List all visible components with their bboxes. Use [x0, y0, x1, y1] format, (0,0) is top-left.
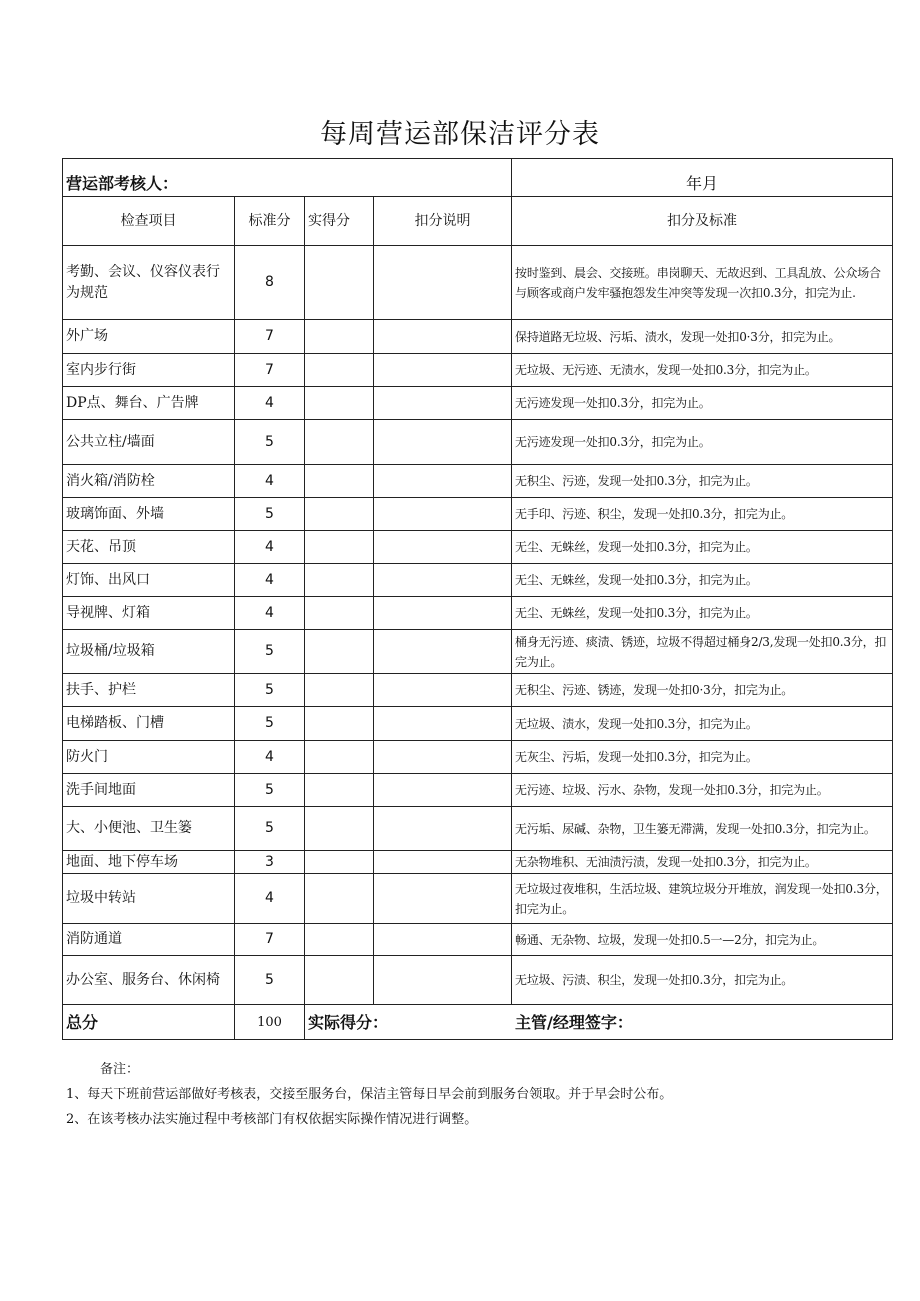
table-row [63, 498, 893, 531]
actual-score-cell[interactable] [305, 498, 374, 531]
item-cell: 公共立柱/墙面 [63, 420, 235, 465]
item-cell: 玻璃饰面、外墙 [63, 498, 235, 531]
actual-score-cell[interactable] [305, 354, 374, 387]
column-header-standard: 标准分 [235, 197, 305, 246]
deduction-note-cell[interactable] [374, 874, 512, 924]
actual-score-cell[interactable] [305, 465, 374, 498]
standard-score-cell: 5 [235, 707, 305, 741]
column-header-deduction-note: 扣分说明 [374, 197, 512, 246]
criteria-cell: 无污迹发现一处扣0.3分，扣完为止。 [512, 387, 893, 420]
standard-score-cell: 5 [235, 807, 305, 851]
table-row [63, 741, 893, 774]
table-row [63, 387, 893, 420]
deduction-note-cell[interactable] [374, 741, 512, 774]
deduction-note-cell[interactable] [374, 465, 512, 498]
item-cell: 天花、吊顶 [63, 531, 235, 564]
criteria-cell: 桶身无污迹、痰渍、锈迹，垃圾不得超过桶身2/3,发现一处扣0.3分，扣完为止。 [512, 630, 893, 674]
actual-score-cell[interactable] [305, 320, 374, 354]
column-header-criteria: 扣分及标准 [512, 197, 893, 246]
table-row [63, 851, 893, 874]
header-row [63, 159, 893, 197]
table-row [63, 807, 893, 851]
sign-label: 主管/经理签字： [512, 1005, 893, 1040]
column-header-row [63, 197, 893, 246]
deduction-note-cell[interactable] [374, 564, 512, 597]
criteria-cell: 保持道路无垃圾、污垢、渍水，发现一处扣0·3分，扣完为止。 [512, 320, 893, 354]
criteria-cell: 无灰尘、污垢，发现一处扣0.3分，扣完为止。 [512, 741, 893, 774]
item-cell: 室内步行街 [63, 354, 235, 387]
deduction-note-cell[interactable] [374, 674, 512, 707]
table-row [63, 354, 893, 387]
actual-score-cell[interactable] [305, 674, 374, 707]
standard-score-cell: 5 [235, 674, 305, 707]
column-header-actual: 实得分 [305, 197, 374, 246]
criteria-cell: 无尘、无蛛丝，发现一处扣0.3分，扣完为止。 [512, 564, 893, 597]
standard-score-cell: 5 [235, 956, 305, 1005]
deduction-note-cell[interactable] [374, 807, 512, 851]
deduction-note-cell[interactable] [374, 630, 512, 674]
actual-score-cell[interactable] [305, 387, 374, 420]
notes-heading: 备注： [100, 1062, 140, 1077]
standard-score-cell: 3 [235, 851, 305, 874]
item-cell: 地面、地下停车场 [63, 851, 235, 874]
table-row [63, 924, 893, 956]
actual-score-cell[interactable] [305, 630, 374, 674]
deduction-note-cell[interactable] [374, 246, 512, 320]
standard-score-cell: 4 [235, 531, 305, 564]
criteria-cell: 无污迹、垃圾、污水、杂物，发现一处扣0.3分，扣完为止。 [512, 774, 893, 807]
table-row [63, 465, 893, 498]
criteria-cell: 无杂物堆积、无油渍污渍，发现一处扣0.3分，扣完为止。 [512, 851, 893, 874]
deduction-note-cell[interactable] [374, 387, 512, 420]
table-row [63, 564, 893, 597]
note-line-1: 1、每天下班前营运部做好考核表，交接至服务台，保洁主管每日早会前到服务台领取。并于早会时公布。 [66, 1087, 673, 1102]
standard-score-cell: 4 [235, 741, 305, 774]
table-row [63, 630, 893, 674]
criteria-cell: 畅通、无杂物、垃圾，发现一处扣0.5一—2分，扣完为止。 [512, 924, 893, 956]
criteria-cell: 无污垢、尿碱、杂物，卫生篓无滞满，发现一处扣0.3分，扣完为止。 [512, 807, 893, 851]
actual-score-cell[interactable] [305, 597, 374, 630]
footer-row [63, 1005, 893, 1040]
total-value: 100 [235, 1005, 305, 1040]
deduction-note-cell[interactable] [374, 707, 512, 741]
item-cell: 防火门 [63, 741, 235, 774]
table-row [63, 246, 893, 320]
deduction-note-cell[interactable] [374, 774, 512, 807]
actual-score-label: 实际得分： [305, 1005, 512, 1040]
actual-score-cell[interactable] [305, 707, 374, 741]
standard-score-cell: 7 [235, 924, 305, 956]
item-cell: 外广场 [63, 320, 235, 354]
standard-score-cell: 8 [235, 246, 305, 320]
deduction-note-cell[interactable] [374, 354, 512, 387]
item-cell: 灯饰、出风口 [63, 564, 235, 597]
notes [66, 1057, 896, 1132]
criteria-cell: 无积尘、污迹、锈迹，发现一处扣0·3分，扣完为止。 [512, 674, 893, 707]
criteria-cell: 无污迹发现一处扣0.3分，扣完为止。 [512, 420, 893, 465]
item-cell: DP点、舞台、广告牌 [63, 387, 235, 420]
actual-score-cell[interactable] [305, 851, 374, 874]
actual-score-cell[interactable] [305, 741, 374, 774]
table-row [63, 774, 893, 807]
standard-score-cell: 4 [235, 465, 305, 498]
examiner-label: 营运部考核人： [63, 159, 512, 197]
item-cell: 扶手、护栏 [63, 674, 235, 707]
actual-score-cell[interactable] [305, 246, 374, 320]
standard-score-cell: 4 [235, 387, 305, 420]
table-row [63, 956, 893, 1005]
standard-score-cell: 7 [235, 354, 305, 387]
column-header-item: 检查项目 [63, 197, 235, 246]
actual-score-cell[interactable] [305, 874, 374, 924]
deduction-note-cell[interactable] [374, 420, 512, 465]
item-cell: 考勤、会议、仪容仪表行为规范 [63, 246, 235, 320]
table-row [63, 531, 893, 564]
standard-score-cell: 5 [235, 630, 305, 674]
standard-score-cell: 7 [235, 320, 305, 354]
item-cell: 消防通道 [63, 924, 235, 956]
standard-score-cell: 4 [235, 597, 305, 630]
deduction-note-cell[interactable] [374, 956, 512, 1005]
deduction-note-cell[interactable] [374, 851, 512, 874]
criteria-cell: 无垃圾、污渍、积尘，发现一处扣0.3分，扣完为止。 [512, 956, 893, 1005]
deduction-note-cell[interactable] [374, 597, 512, 630]
item-cell: 导视牌、灯箱 [63, 597, 235, 630]
note-line-2: 2、在该考核办法实施过程中考核部门有权依据实际操作情况进行调整。 [66, 1112, 478, 1127]
item-cell: 垃圾中转站 [63, 874, 235, 924]
standard-score-cell: 5 [235, 420, 305, 465]
table-row [63, 320, 893, 354]
table-row [63, 707, 893, 741]
page-title: 每周营运部保洁评分表 [320, 119, 600, 150]
criteria-cell: 无垃圾、渍水，发现一处扣0.3分，扣完为止。 [512, 707, 893, 741]
criteria-cell: 无积尘、污迹，发现一处扣0.3分，扣完为止。 [512, 465, 893, 498]
criteria-cell: 无尘、无蛛丝，发现一处扣0.3分，扣完为止。 [512, 531, 893, 564]
criteria-cell: 无垃圾过夜堆积，生活垃圾、建筑垃圾分开堆放，润发现一处扣0.3分，扣完为止。 [512, 874, 893, 924]
table-row [63, 420, 893, 465]
item-cell: 电梯踏板、门槽 [63, 707, 235, 741]
item-cell: 办公室、服务台、休闲椅 [63, 956, 235, 1005]
item-cell: 洗手间地面 [63, 774, 235, 807]
deduction-note-cell[interactable] [374, 924, 512, 956]
criteria-cell: 无垃圾、无污迹、无渍水，发现一处扣0.3分，扣完为止。 [512, 354, 893, 387]
deduction-note-cell[interactable] [374, 320, 512, 354]
criteria-cell: 无手印、污迹、积尘，发现一处扣0.3分，扣完为止。 [512, 498, 893, 531]
actual-score-cell[interactable] [305, 420, 374, 465]
actual-score-cell[interactable] [305, 564, 374, 597]
item-cell: 大、小便池、卫生篓 [63, 807, 235, 851]
table-row [63, 597, 893, 630]
table-row [63, 674, 893, 707]
deduction-note-cell[interactable] [374, 531, 512, 564]
period-label: 年月 [512, 159, 893, 197]
standard-score-cell: 5 [235, 774, 305, 807]
deduction-note-cell[interactable] [374, 498, 512, 531]
item-cell: 垃圾桶/垃圾箱 [63, 630, 235, 674]
standard-score-cell: 5 [235, 498, 305, 531]
score-table [62, 158, 893, 1040]
table-row [63, 874, 893, 924]
actual-score-cell[interactable] [305, 807, 374, 851]
item-cell: 消火箱/消防栓 [63, 465, 235, 498]
criteria-cell: 按时鉴到、晨会、交接班。串岗聊天、无故迟到、工具乱放、公众场合与顾客或商户发牢骚抱怨发生冲突等发现一次扣0.3分，扣完为止. [512, 246, 893, 320]
actual-score-cell[interactable] [305, 531, 374, 564]
standard-score-cell: 4 [235, 564, 305, 597]
standard-score-cell: 4 [235, 874, 305, 924]
actual-score-cell[interactable] [305, 774, 374, 807]
criteria-cell: 无尘、无蛛丝，发现一处扣0.3分，扣完为止。 [512, 597, 893, 630]
actual-score-cell[interactable] [305, 956, 374, 1005]
actual-score-cell[interactable] [305, 924, 374, 956]
total-label: 总分 [63, 1005, 235, 1040]
